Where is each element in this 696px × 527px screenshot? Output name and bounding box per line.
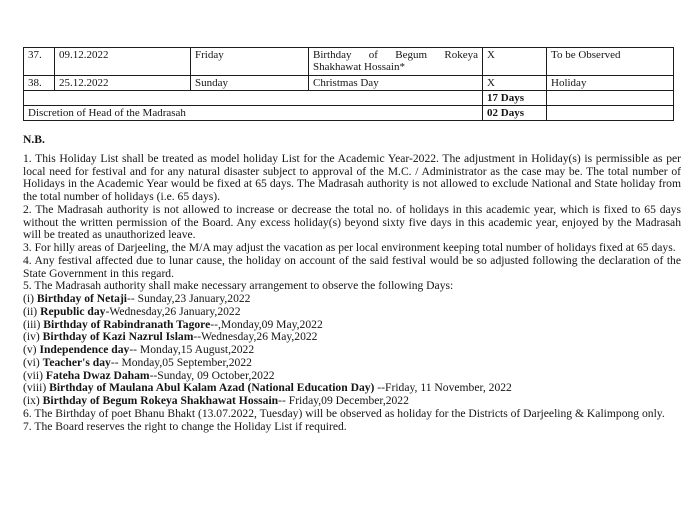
remark-cell: Holiday xyxy=(547,76,674,91)
serial-cell: 37. xyxy=(24,48,55,76)
table-row xyxy=(24,76,674,91)
day-cell: Sunday xyxy=(191,76,309,91)
observance-date: --,Monday,09 May,2022 xyxy=(210,317,323,331)
discretion-label-cell: Discretion of Head of the Madrasah xyxy=(24,106,483,121)
observance-name: Birthday of Begum Rokeya Shakhawat Hossain xyxy=(42,394,279,407)
observance-name: Birthday of Kazi Nazrul Islam xyxy=(42,330,194,344)
observance-index: (v) xyxy=(23,343,37,356)
note-4: 4. Any festival affected due to lunar cause, the holiday on account of the said festival would be so adjusted following the declaration of the State Government in this regard. xyxy=(23,253,681,280)
serial-cell: 38. xyxy=(24,76,55,91)
discretion-blank-cell xyxy=(547,106,674,121)
observance-index: (ii) xyxy=(23,304,38,318)
note-1: 1. This Holiday List shall be treated as model holiday List for the Academic Year-2022. The adjustment in Holiday(s) is permissible as per local need for festival and for any natural disaster subject to approval of the M.C. / Administrator as the case may be. The total number of Holidays in the Academic Year would be fixed at 65 days. The Madrasah authority is not allowed to exclude National and State holiday from the total number of holidays (i.e. 65 days). xyxy=(23,151,681,203)
observance-date: -- Friday,09 December,2022 xyxy=(278,394,409,407)
notes-section xyxy=(23,134,681,433)
note-5: 5. The Madrasah authority shall make necessary arrangement to observe the following Days: xyxy=(23,279,454,293)
observance-date: -- Monday,15 August,2022 xyxy=(129,343,255,356)
date-cell: 09.12.2022 xyxy=(55,48,191,76)
observance-index: (vii) xyxy=(23,368,43,382)
observance-index: (vi) xyxy=(23,355,40,369)
observance-index: (ix) xyxy=(23,394,40,407)
observance-name: Birthday of Netaji xyxy=(36,292,128,305)
observance-name: Birthday of Rabindranath Tagore xyxy=(43,317,211,331)
observance-name: Birthday of Maulana Abul Kalam Azad (National Education Day) xyxy=(49,381,375,395)
note-7: 7. The Board reserves the right to change the Holiday List if required. xyxy=(23,419,347,433)
holiday-table xyxy=(23,47,674,121)
observance-date: --Sunday, 09 October,2022 xyxy=(149,368,275,382)
observance-index: (iv) xyxy=(23,330,40,344)
total-blank-cell xyxy=(547,91,674,106)
table-row xyxy=(24,48,674,76)
note-6: 6. The Birthday of poet Bhanu Bhakt (13.07.2022, Tuesday) will be observed as holiday for the Districts of Darjeeling & Kalimpong only. xyxy=(23,406,665,420)
observance-name: Independence day xyxy=(39,343,130,356)
note-2: 2. The Madrasah authority is not allowed to increase or decrease the total no. of holidays in this academic year, which is fixed to 65 days without the written permission of the Board. Any excess holiday(s) beyond sixty five days in this academic year, enjoyed by the Madrasah will be treated as unauthorized leave. xyxy=(23,202,681,242)
note-3: 3. For hilly areas of Darjeeling, the M/A may adjust the vacation as per local environment keeping total number of holidays fixed at 65 days. xyxy=(23,241,676,254)
observance-name: Republic day xyxy=(40,304,106,318)
observance-index: (iii) xyxy=(23,317,41,331)
discretion-days-cell: 02 Days xyxy=(483,106,547,121)
observance-index: (viii) xyxy=(23,381,47,395)
total-days-cell: 17 Days xyxy=(483,91,547,106)
event-cell: Birthday of Begum Rokeya Shakhawat Hossain* xyxy=(309,48,483,76)
day-cell: Friday xyxy=(191,48,309,76)
observance-date: --Friday, 11 November, 2022 xyxy=(374,381,512,395)
date-cell: 25.12.2022 xyxy=(55,76,191,91)
discretion-row xyxy=(24,106,674,121)
total-spacer-cell xyxy=(24,91,483,106)
total-row xyxy=(24,91,674,106)
observance-item xyxy=(23,395,681,408)
event-cell: Christmas Day xyxy=(309,76,483,91)
observance-index: (i) xyxy=(23,292,34,305)
observance-date: --Wednesday,26 May,2022 xyxy=(193,330,318,344)
remark-cell: To be Observed xyxy=(547,48,674,76)
mark-cell: X xyxy=(483,48,547,76)
mark-cell: X xyxy=(483,76,547,91)
nb-title: N.B. xyxy=(23,133,45,146)
observance-name: Teacher's day xyxy=(42,355,111,369)
observance-name: Fateha Dwaz Daham xyxy=(45,368,150,382)
observance-date: -- Sunday,23 January,2022 xyxy=(127,292,251,305)
observance-date: -- Monday,05 September,2022 xyxy=(110,355,252,369)
observance-date: -Wednesday,26 January,2022 xyxy=(105,304,241,318)
